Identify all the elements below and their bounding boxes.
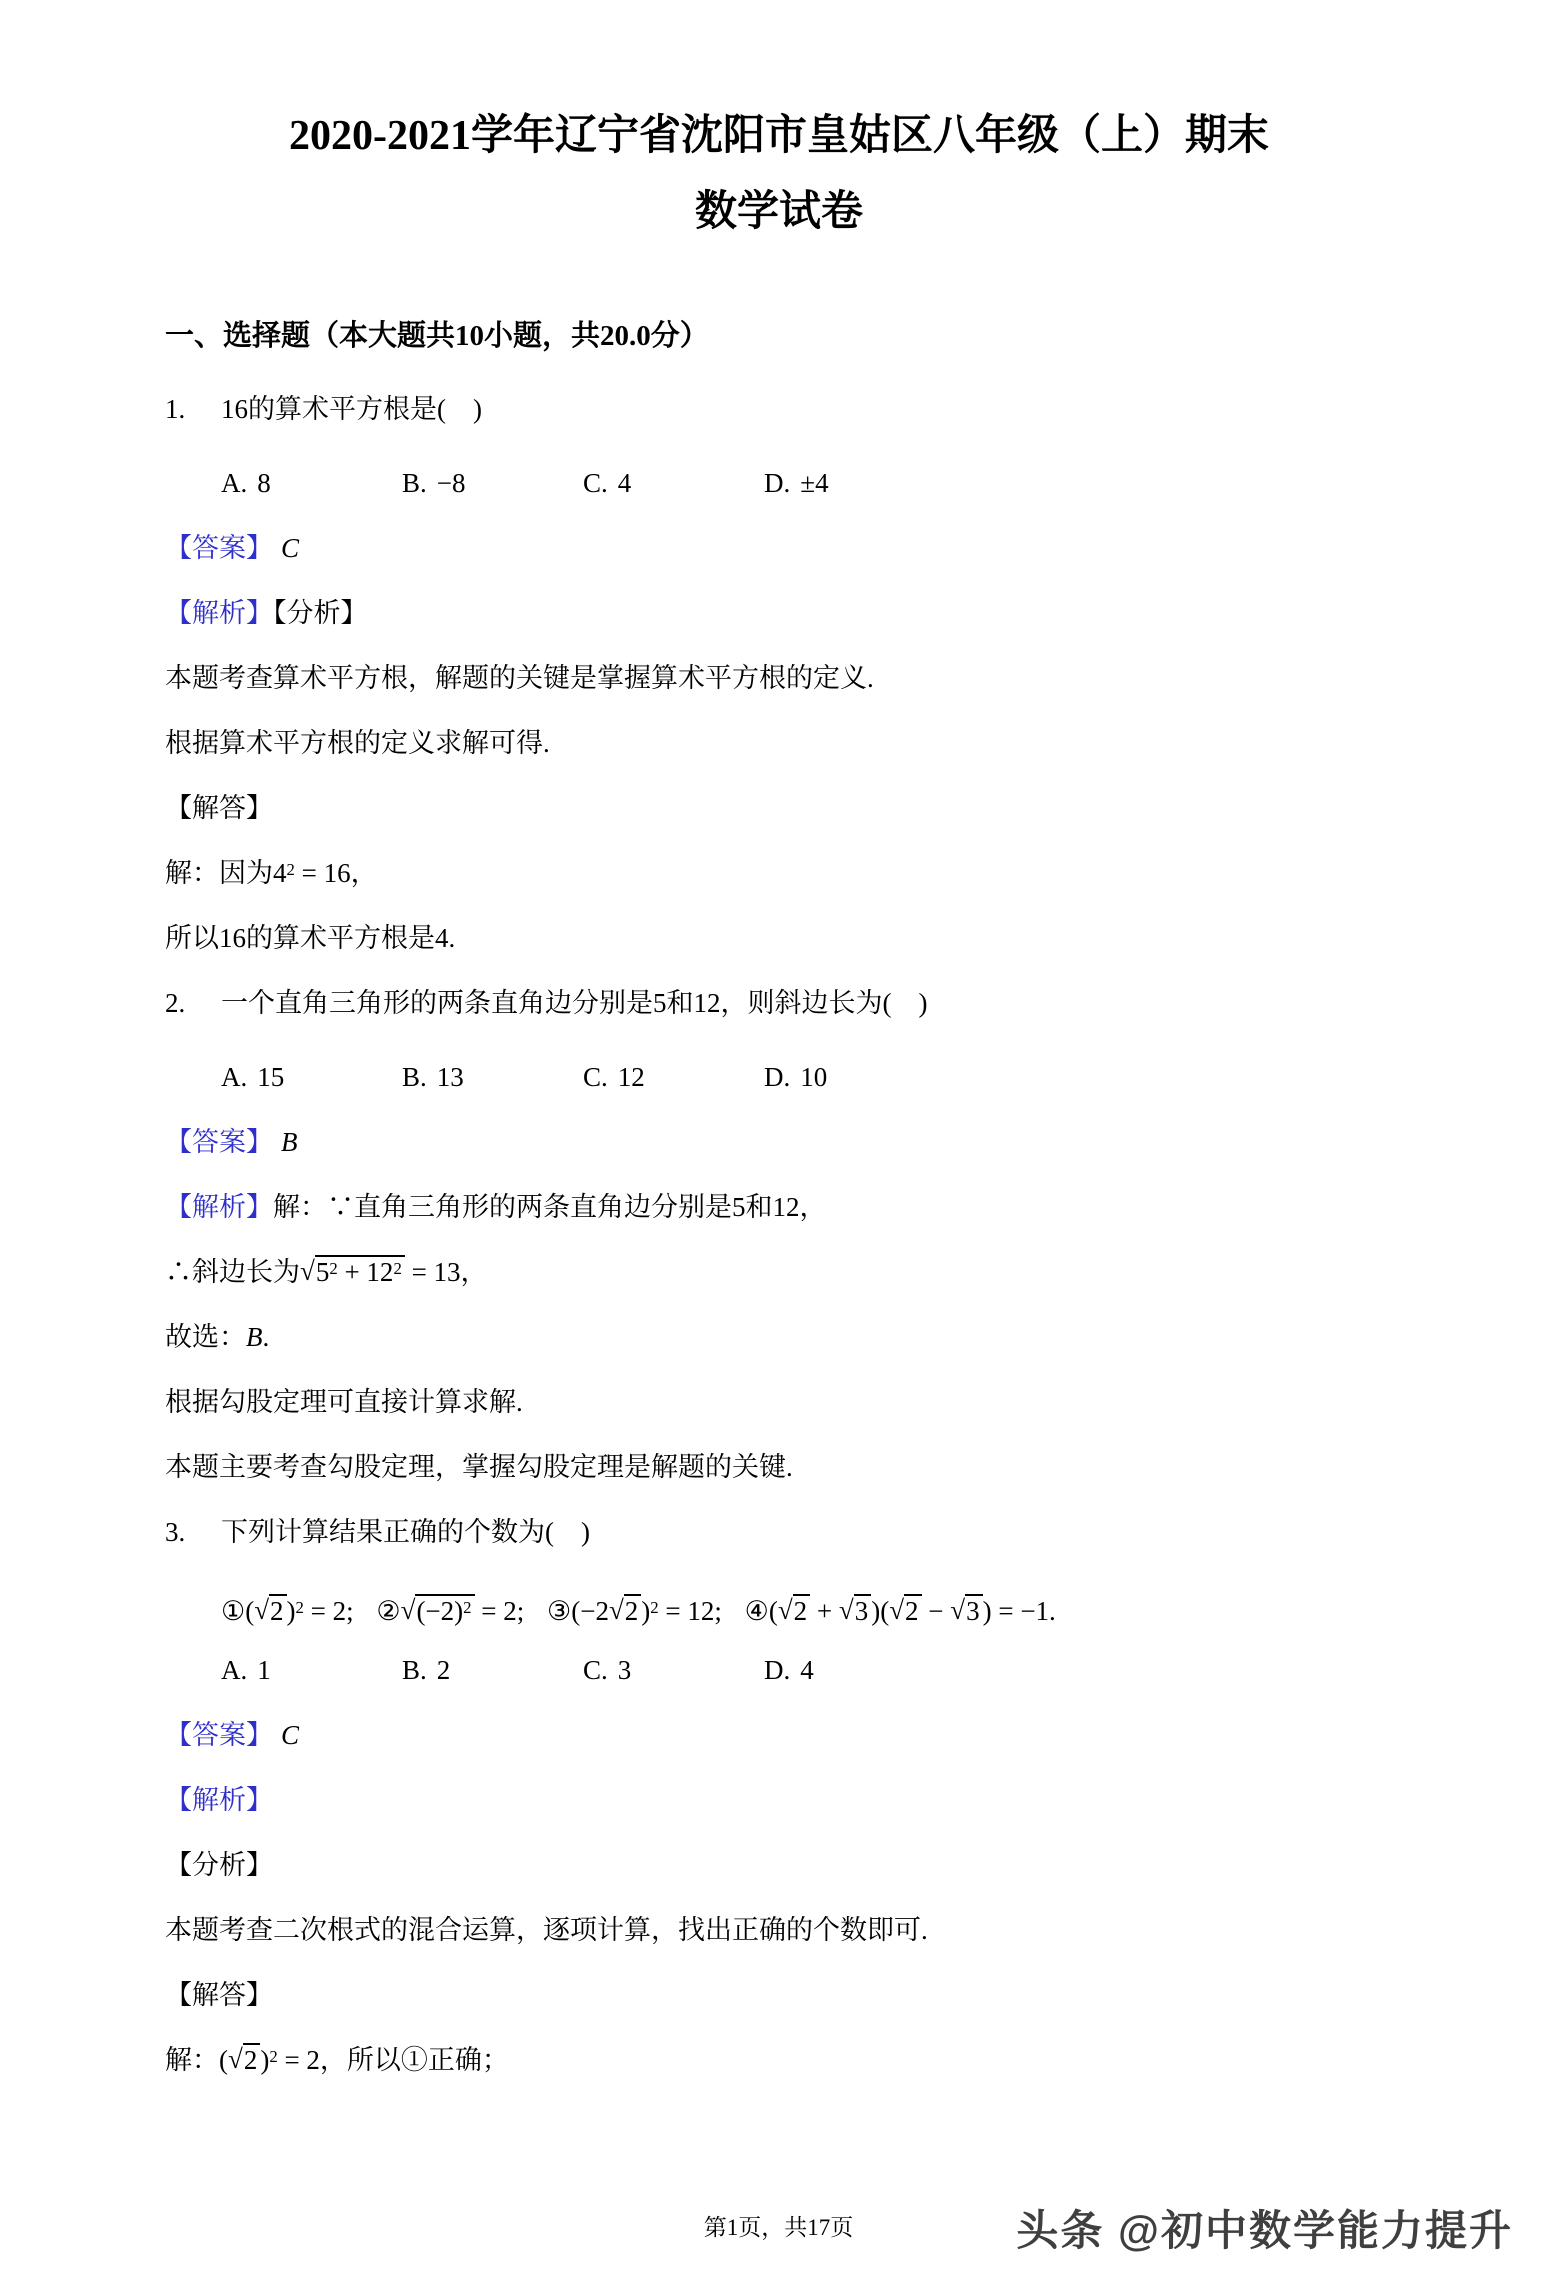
question-2-options [165,1060,1393,1094]
question-1-text: 16的算术平方根是( ) [221,394,482,424]
option-label: B. [402,1655,427,1685]
option-d [764,1060,827,1094]
radicand-term: 5 [315,1257,330,1287]
option-value: 4 [617,468,632,498]
radicand-term: (−2) [416,1596,464,1626]
option-value: ±4 [800,468,829,498]
question-3-analysis-text: 本题考查二次根式的混合运算，逐项计算，找出正确的个数即可. [165,1915,928,1945]
expr-text: − [921,1596,951,1626]
fenxi-label: 【分析】 [165,1850,273,1880]
exponent: 2 [295,1598,304,1617]
question-2-analysis-head [165,1190,1393,1224]
option-label: C. [583,1655,608,1685]
exponent: 2 [329,1259,338,1278]
solution-text: = 13， [404,1257,488,1287]
question-1-solution-line [165,856,1393,890]
answer-label: 【答案】 [165,1127,273,1157]
solution-text: 解：因为4 [165,858,287,888]
expr-text: )( [871,1596,890,1626]
option-value: 15 [257,1062,285,1092]
option-label: B. [402,1062,427,1092]
radical-sign: √ [254,1595,270,1625]
radicand-term: + 12 [337,1257,394,1287]
solution-text: ) [260,2045,270,2075]
option-label: A. [221,1062,248,1092]
page-number: 第1页，共17页 [703,2215,854,2240]
radicand: 2 [624,1594,642,1626]
expr-text: = 2; [303,1596,354,1626]
answer-value: B [281,1127,298,1157]
option-b [402,1060,583,1094]
expression-item-3 [547,1596,722,1626]
radicand: 2 [793,1594,811,1626]
fenxi-label: 【分析】 [273,598,368,628]
radical-sign: √ [889,1595,905,1625]
square-root [401,1596,475,1626]
square-root [839,1596,871,1626]
expr-text: = 2; [474,1596,525,1626]
radicand: 3 [965,1594,983,1626]
question-3-text: 下列计算结果正确的个数为( ) [221,1517,590,1547]
option-label: C. [583,468,608,498]
radicand: 2 [269,1594,287,1626]
question-2-number: 2. [165,988,186,1018]
chosen-letter: B [246,1322,263,1352]
expression-item-2 [376,1596,524,1626]
solution-text: ∴斜边长为 [165,1257,300,1287]
answer-value: C [281,1720,300,1750]
option-d [764,466,829,500]
answer-label: 【答案】 [165,1720,273,1750]
option-value: 1 [257,1655,271,1685]
option-label: D. [764,1655,791,1685]
square-root [254,1596,286,1626]
option-value: 10 [800,1062,828,1092]
question-2-text: 一个直角三角形的两条直角边分别是5和12，则斜边长为( ) [221,988,928,1018]
question-1-stem [165,392,1393,426]
question-3-stem [165,1515,1393,1549]
option-value: 3 [617,1655,632,1685]
question-1-analysis-head [165,596,1393,630]
solution-text: = 16， [294,858,378,888]
answer-value: C [281,533,300,563]
exponent: 2 [463,1598,472,1617]
expr-text: + [810,1596,839,1626]
expr-text: ) = −1. [982,1596,1056,1626]
radical-sign: √ [400,1595,416,1625]
radicand: 3 [854,1594,872,1626]
option-a [221,466,402,500]
expr-text: = 12; [658,1596,722,1626]
expression-item-4 [745,1596,1056,1626]
question-1-options [165,466,1393,500]
question-3-options [165,1653,1393,1687]
option-b [402,1653,583,1687]
radical-sign: √ [228,2044,243,2074]
solution-text: 解：∵直角三角形的两条直角边分别是5和12， [273,1192,827,1222]
question-3-fenxi-line [165,1848,1393,1882]
exponent: 2 [393,1259,402,1278]
option-c [583,466,764,500]
option-value: 4 [800,1655,814,1685]
option-value: 8 [257,468,271,498]
solution-text: = 2，所以①正确； [277,2045,509,2075]
radical-sign: √ [608,1595,624,1625]
option-a [221,1653,402,1687]
solution-text: . [262,1322,270,1352]
question-2-note: 本题主要考查勾股定理，掌握勾股定理是解题的关键. [165,1452,793,1482]
option-value: 2 [436,1655,451,1685]
question-1-analysis-text: 根据算术平方根的定义求解可得. [165,728,550,758]
jieda-label: 【解答】 [165,793,273,823]
watermark: 头条 @初中数学能力提升 [1016,2207,1513,2254]
square-root [300,1257,405,1287]
answer-label: 【答案】 [165,533,273,563]
radicand [315,1255,405,1287]
radical-sign: √ [300,1256,315,1286]
option-d [764,1653,814,1687]
question-3-expression [165,1589,1393,1633]
page-subtitle: 数学试卷 [694,189,863,235]
solution-text: 故选： [165,1322,246,1352]
expr-text: ③(−2 [547,1596,609,1626]
option-c [583,1060,764,1094]
question-2-note: 根据勾股定理可直接计算求解. [165,1387,523,1417]
question-2-stem [165,986,1393,1020]
jieda-label-line [165,791,1393,825]
square-root [609,1596,641,1626]
question-1-solution-line: 所以16的算术平方根是4. [165,923,456,953]
page-title: 2020-2021学年辽宁省沈阳市皇姑区八年级（上）期末 [289,113,1269,159]
expr-text: ①( [221,1596,255,1626]
radical-sign: √ [777,1595,793,1625]
expr-text: ) [641,1596,651,1626]
jieda-label: 【解答】 [165,1980,273,2010]
exponent: 2 [286,860,295,879]
section-heading: 一、选择题（本大题共10小题，共20.0分） [165,320,709,352]
question-1-analysis-text: 本题考查算术平方根，解题的关键是掌握算术平方根的定义. [165,663,874,693]
exponent: 2 [269,2047,278,2066]
radicand: 2 [243,2043,261,2075]
question-2-choose-line [165,1320,1393,1354]
question-3-number: 3. [165,1517,186,1547]
jiexi-label: 【解析】 [165,1192,273,1222]
square-root [228,2045,260,2075]
expression-item-1 [221,1596,354,1626]
option-label: A. [221,468,248,498]
square-root [778,1596,810,1626]
jieda-label-line [165,1978,1393,2012]
radicand: 2 [904,1594,922,1626]
question-3-answer [165,1718,1393,1752]
option-c [583,1653,764,1687]
radical-sign: √ [950,1595,966,1625]
question-3-solution-line [165,2043,1393,2077]
question-1-number: 1. [165,394,186,424]
exponent: 2 [650,1598,659,1617]
page-content [165,108,1393,2108]
option-a [221,1060,402,1094]
option-value: −8 [436,468,466,498]
question-1-answer [165,531,1393,565]
radical-sign: √ [838,1595,854,1625]
option-label: A. [221,1655,248,1685]
question-3-jiexi-line [165,1783,1393,1817]
expr-text: ) [286,1596,296,1626]
option-value: 12 [617,1062,645,1092]
option-label: D. [764,1062,791,1092]
option-label: D. [764,468,791,498]
expr-text: ④( [744,1596,778,1626]
solution-text: 解：( [165,2045,228,2075]
jiexi-label: 【解析】 [165,1785,273,1815]
square-root [889,1596,921,1626]
square-root [950,1596,982,1626]
question-2-hypotenuse-line [165,1255,1393,1289]
option-label: C. [583,1062,608,1092]
question-2-answer [165,1125,1393,1159]
jiexi-label: 【解析】 [165,598,273,628]
expr-text: ② [376,1596,401,1626]
option-b [402,466,583,500]
radicand [415,1594,474,1626]
option-label: B. [402,468,427,498]
option-value: 13 [436,1062,464,1092]
